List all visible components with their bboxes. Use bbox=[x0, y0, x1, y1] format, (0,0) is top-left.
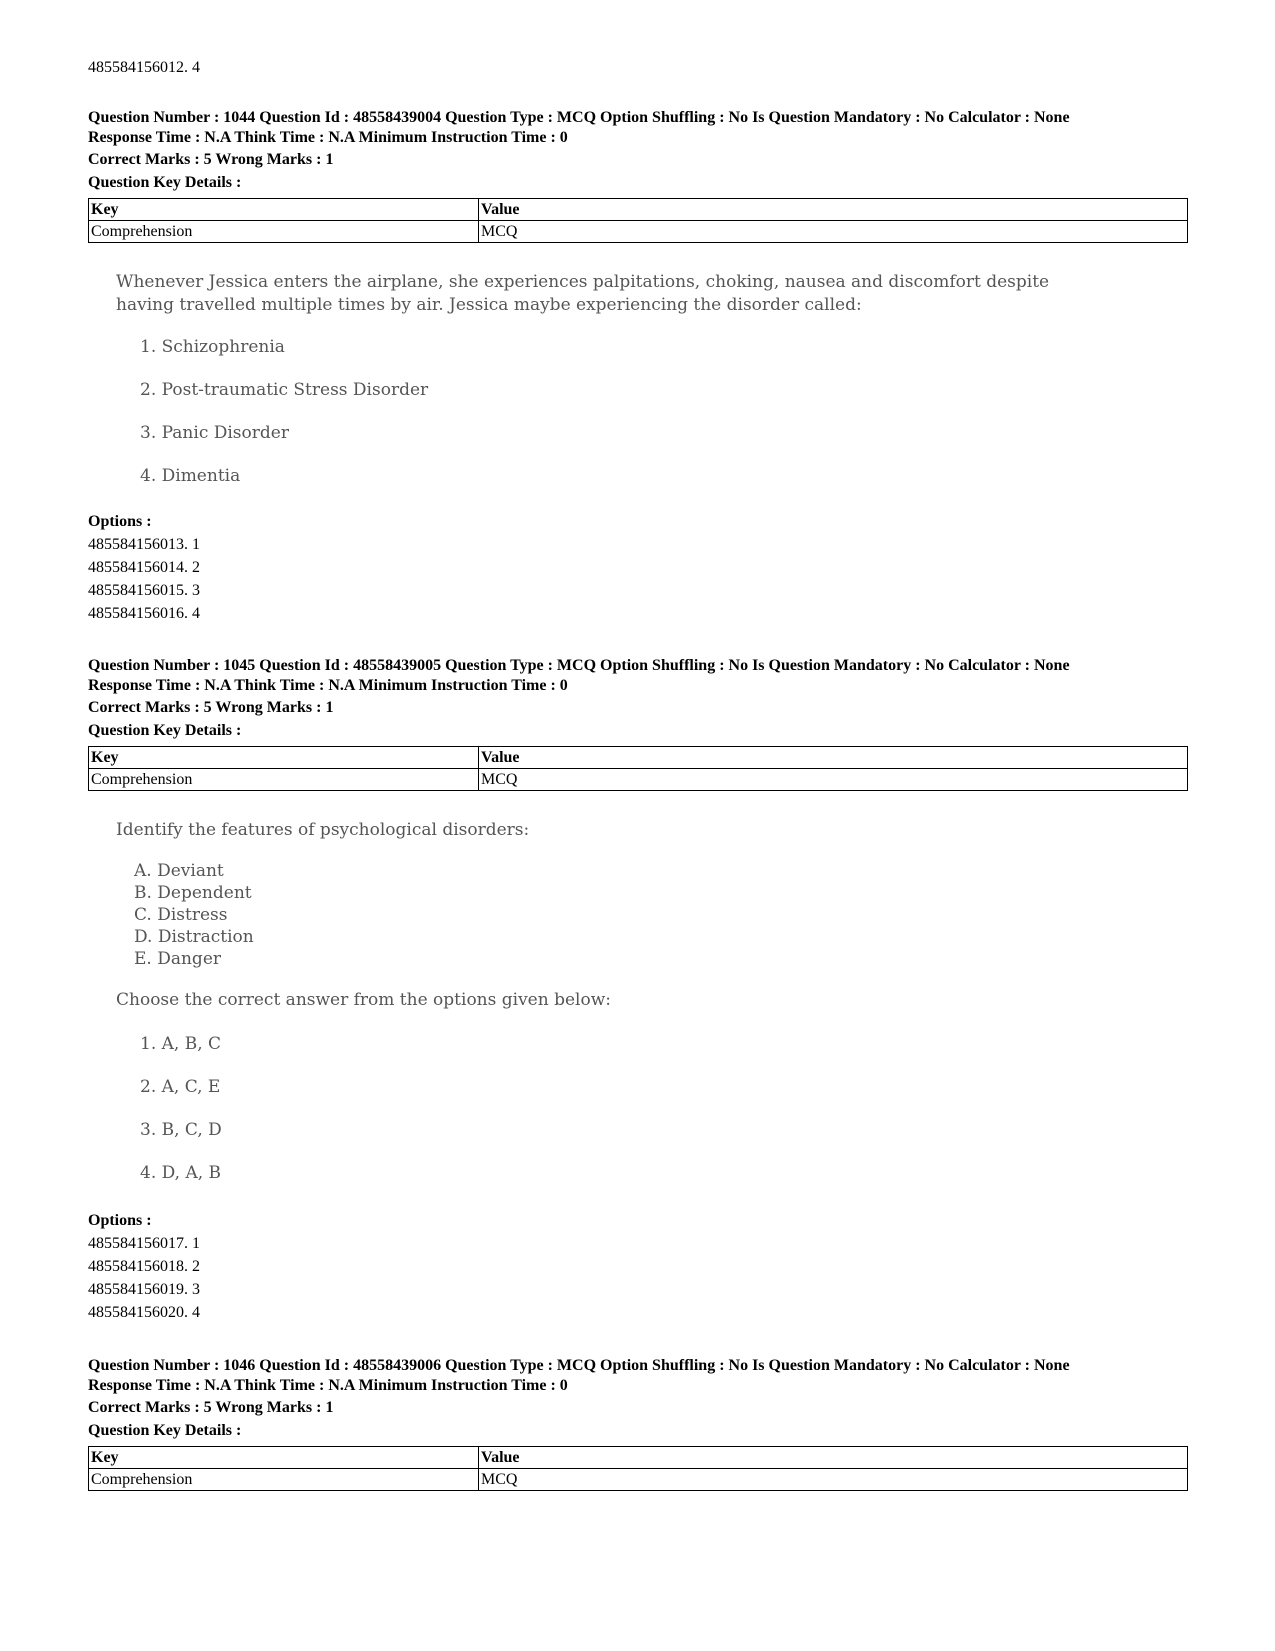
statement-item: E. Danger bbox=[134, 949, 222, 969]
question-image-1044 bbox=[116, 271, 1050, 501]
option-item: 485584156017. 1 bbox=[88, 1235, 200, 1252]
option-item: 485584156015. 3 bbox=[88, 582, 200, 599]
option-item: 485584156019. 3 bbox=[88, 1281, 200, 1298]
question-key-table-1045 bbox=[88, 746, 1188, 791]
key-header: Key bbox=[89, 1447, 479, 1469]
options-list-1044 bbox=[88, 510, 1188, 625]
question-meta-line1: Question Number : 1044 Question Id : 48558439004 Question Type : MCQ Option Shuffling : No Is Question Mandatory : No Calculator : None bbox=[88, 109, 1070, 126]
question-meta-line1: Question Number : 1045 Question Id : 48558439005 Question Type : MCQ Option Shuffling : No Is Question Mandatory : No Calculator : None bbox=[88, 657, 1070, 674]
option-text: 485584156012. 4 bbox=[88, 59, 200, 76]
value-header: Value bbox=[479, 747, 1188, 769]
value-header: Value bbox=[479, 1447, 1188, 1469]
question-marks: Correct Marks : 5 Wrong Marks : 1 bbox=[88, 699, 334, 716]
question-stem-line2: having travelled multiple times by air. Jessica maybe experiencing the disorder called: bbox=[116, 295, 862, 315]
question-key-details-label: Question Key Details : bbox=[88, 722, 242, 739]
choice-item: 2. A, C, E bbox=[140, 1077, 221, 1097]
value-header: Value bbox=[479, 199, 1188, 221]
question-key-details-label: Question Key Details : bbox=[88, 174, 242, 191]
key-cell: Comprehension bbox=[89, 1469, 479, 1491]
question-stem: Identify the features of psychological disorders: bbox=[116, 820, 530, 840]
choice-item: 2. Post-traumatic Stress Disorder bbox=[140, 380, 429, 400]
question-meta-line2: Response Time : N.A Think Time : N.A Minimum Instruction Time : 0 bbox=[88, 677, 568, 694]
question-key-details-label: Question Key Details : bbox=[88, 1422, 242, 1439]
value-cell: MCQ bbox=[479, 221, 1188, 243]
option-item: 485584156014. 2 bbox=[88, 559, 200, 576]
option-item: 485584156020. 4 bbox=[88, 1304, 200, 1321]
value-cell: MCQ bbox=[479, 1469, 1188, 1491]
key-header: Key bbox=[89, 747, 479, 769]
options-list-1045 bbox=[88, 1209, 1188, 1324]
question-marks: Correct Marks : 5 Wrong Marks : 1 bbox=[88, 151, 334, 168]
previous-option-line bbox=[88, 56, 1188, 79]
choice-item: 3. B, C, D bbox=[140, 1120, 222, 1140]
choice-item: 4. Dimentia bbox=[140, 466, 241, 486]
options-label: Options : bbox=[88, 513, 152, 530]
question-header-1044 bbox=[88, 108, 1188, 194]
question-header-1046 bbox=[88, 1356, 1188, 1442]
question-image-1045 bbox=[116, 819, 816, 1199]
question-key-table-1046 bbox=[88, 1446, 1188, 1491]
option-item: 485584156013. 1 bbox=[88, 536, 200, 553]
option-item: 485584156018. 2 bbox=[88, 1258, 200, 1275]
question-key-table-1044 bbox=[88, 198, 1188, 243]
statement-item: B. Dependent bbox=[134, 883, 252, 903]
choice-item: 3. Panic Disorder bbox=[140, 423, 289, 443]
options-label: Options : bbox=[88, 1212, 152, 1229]
question-meta-line1: Question Number : 1046 Question Id : 48558439006 Question Type : MCQ Option Shuffling : No Is Question Mandatory : No Calculator : None bbox=[88, 1357, 1070, 1374]
key-cell: Comprehension bbox=[89, 769, 479, 791]
question-stem-line1: Whenever Jessica enters the airplane, she experiences palpitations, choking, nausea and discomfort despite bbox=[116, 272, 1050, 292]
statement-item: D. Distraction bbox=[134, 927, 254, 947]
question-meta-line2: Response Time : N.A Think Time : N.A Minimum Instruction Time : 0 bbox=[88, 129, 568, 146]
choice-item: 1. Schizophrenia bbox=[140, 337, 285, 357]
question-meta-line2: Response Time : N.A Think Time : N.A Minimum Instruction Time : 0 bbox=[88, 1377, 568, 1394]
key-header: Key bbox=[89, 199, 479, 221]
statement-item: A. Deviant bbox=[134, 861, 224, 881]
key-cell: Comprehension bbox=[89, 221, 479, 243]
question-instruction: Choose the correct answer from the options given below: bbox=[116, 990, 611, 1010]
question-header-1045 bbox=[88, 656, 1188, 742]
choice-item: 1. A, B, C bbox=[140, 1034, 222, 1054]
statement-item: C. Distress bbox=[134, 905, 228, 925]
question-marks: Correct Marks : 5 Wrong Marks : 1 bbox=[88, 1399, 334, 1416]
option-item: 485584156016. 4 bbox=[88, 605, 200, 622]
choice-item: 4. D, A, B bbox=[140, 1163, 222, 1183]
value-cell: MCQ bbox=[479, 769, 1188, 791]
